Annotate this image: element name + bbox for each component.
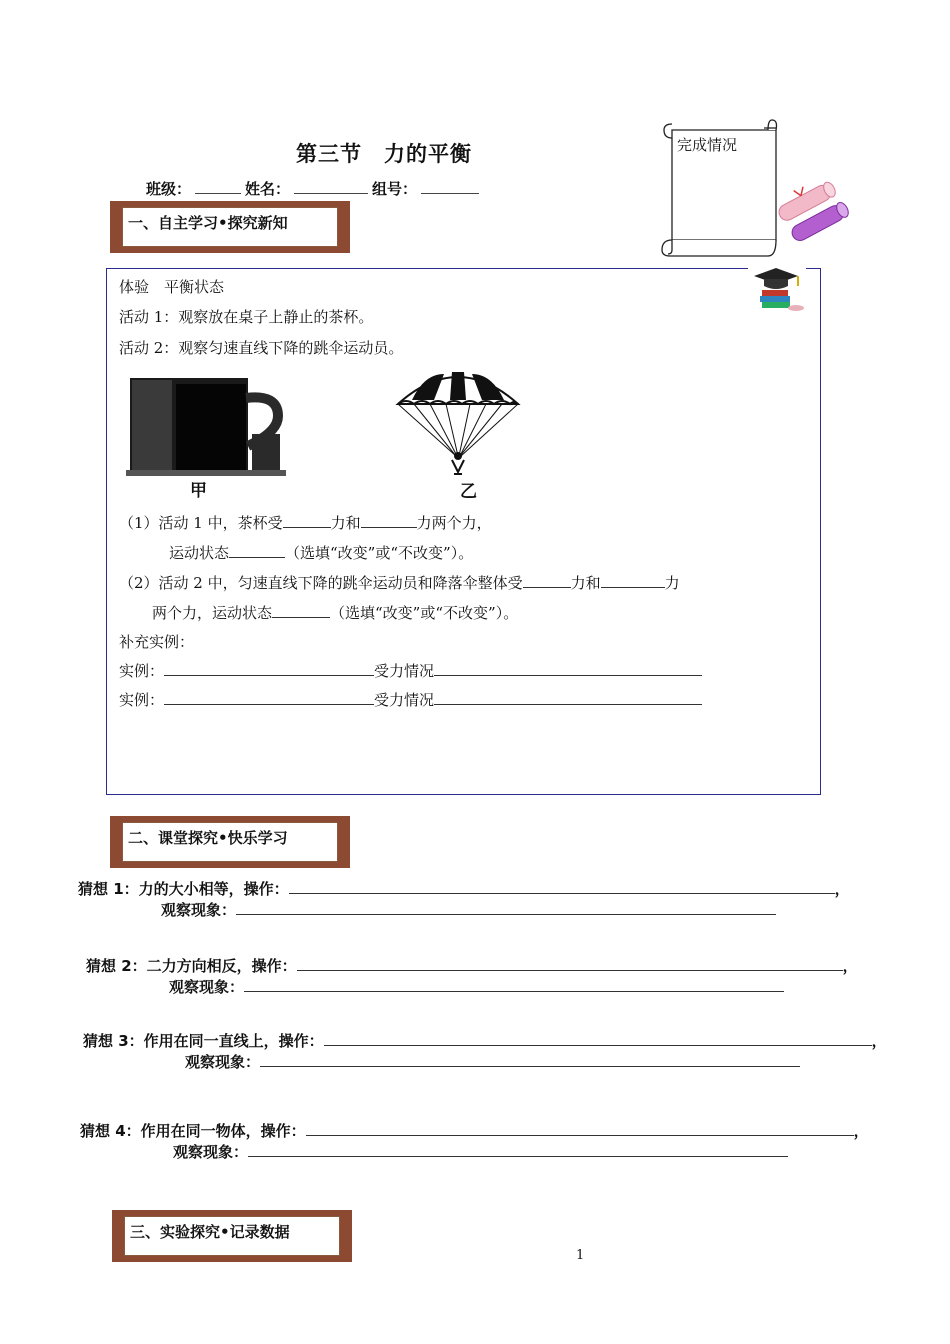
guess-2-operation-blank[interactable] bbox=[297, 955, 843, 971]
guess-2 bbox=[86, 955, 858, 976]
question-2-line-1 bbox=[119, 572, 680, 593]
graduation-cap-icon bbox=[748, 262, 806, 314]
student-info-row bbox=[146, 178, 483, 199]
force-blank-1[interactable] bbox=[434, 660, 702, 676]
force-label: 受力情况 bbox=[374, 662, 435, 680]
example-label: 实例： bbox=[119, 662, 165, 680]
question-1-line-2 bbox=[169, 542, 473, 563]
guess-4 bbox=[80, 1120, 869, 1141]
question-2-line-2 bbox=[152, 602, 518, 623]
guess-3-observation-blank[interactable] bbox=[260, 1051, 800, 1067]
guess-2-obs-label: 观察现象： bbox=[169, 978, 245, 996]
class-blank[interactable] bbox=[195, 179, 241, 194]
q2-text-b: 力和 bbox=[570, 574, 601, 592]
teacup-image bbox=[126, 374, 286, 480]
force-blank-2[interactable] bbox=[434, 689, 702, 705]
q2-blank-3[interactable] bbox=[272, 602, 330, 618]
guess-1-operation-blank[interactable] bbox=[289, 878, 835, 894]
example-row-2 bbox=[119, 689, 702, 710]
experience-heading: 体验 平衡状态 bbox=[119, 278, 225, 296]
comma: ， bbox=[834, 880, 850, 898]
guess-4-obs-label: 观察现象： bbox=[173, 1143, 249, 1161]
example-label: 实例： bbox=[119, 691, 165, 709]
q1-text-b: 力和 bbox=[330, 514, 361, 532]
section-1-title: 一、自主学习•探究新知 bbox=[128, 214, 288, 232]
guess-1-label: 猜想 1：力的大小相等，操作： bbox=[78, 880, 289, 898]
comma: ， bbox=[871, 1032, 887, 1050]
section-banner-1 bbox=[110, 201, 350, 253]
diploma-icon bbox=[778, 180, 852, 252]
guess-2-observation-blank[interactable] bbox=[244, 976, 784, 992]
guess-2-observation bbox=[169, 976, 784, 997]
guess-3-operation-blank[interactable] bbox=[324, 1030, 872, 1046]
completion-label: 完成情况 bbox=[677, 136, 738, 154]
q2-text-e: （选填“改变”或“不改变”）。 bbox=[330, 604, 519, 622]
q2-blank-1[interactable] bbox=[523, 572, 571, 588]
force-label: 受力情况 bbox=[374, 691, 435, 709]
activity-2: 活动 2：观察匀速直线下降的跳伞运动员。 bbox=[119, 339, 404, 357]
comma: ， bbox=[842, 957, 858, 975]
guess-3-label: 猜想 3：作用在同一直线上，操作： bbox=[83, 1032, 324, 1050]
example-row-1 bbox=[119, 660, 702, 681]
guess-3-observation bbox=[185, 1051, 800, 1072]
q1-blank-3[interactable] bbox=[229, 542, 285, 558]
guess-1-obs-label: 观察现象： bbox=[161, 901, 237, 919]
guess-3-obs-label: 观察现象： bbox=[185, 1053, 261, 1071]
example-blank-1[interactable] bbox=[164, 660, 374, 676]
guess-1-observation bbox=[161, 899, 776, 920]
q2-text-c: 力 bbox=[664, 574, 680, 592]
comma: ， bbox=[853, 1122, 869, 1140]
q1-text-e: （选填“改变”或“不改变”）。 bbox=[285, 544, 474, 562]
parachute-image bbox=[394, 370, 522, 476]
supplement-label: 补充实例： bbox=[119, 633, 195, 651]
guess-4-label: 猜想 4：作用在同一物体，操作： bbox=[80, 1122, 306, 1140]
q2-text-d: 两个力，运动状态 bbox=[152, 604, 273, 622]
guess-1-observation-blank[interactable] bbox=[236, 899, 776, 915]
guess-4-operation-blank[interactable] bbox=[306, 1120, 854, 1136]
q2-text-a: （2）活动 2 中，匀速直线下降的跳伞运动员和降落伞整体受 bbox=[119, 574, 523, 592]
section-3-title: 三、实验探究•记录数据 bbox=[130, 1223, 290, 1241]
guess-1 bbox=[78, 878, 850, 899]
page-number: 1 bbox=[576, 1248, 585, 1263]
guess-4-observation bbox=[173, 1141, 788, 1162]
q1-blank-1[interactable] bbox=[283, 512, 331, 528]
q1-text-a: （1）活动 1 中，茶杯受 bbox=[119, 514, 283, 532]
activity-1: 活动 1：观察放在桌子上静止的茶杯。 bbox=[119, 308, 374, 326]
name-label: 姓名： bbox=[245, 180, 291, 198]
guess-4-observation-blank[interactable] bbox=[248, 1141, 788, 1157]
page-title: 第三节 力的平衡 bbox=[296, 142, 472, 166]
caption-b: 乙 bbox=[460, 482, 477, 502]
q2-blank-2[interactable] bbox=[601, 572, 665, 588]
group-blank[interactable] bbox=[421, 179, 479, 194]
caption-a: 甲 bbox=[190, 481, 207, 501]
name-blank[interactable] bbox=[294, 179, 368, 194]
class-label: 班级： bbox=[146, 180, 192, 198]
group-label: 组号： bbox=[372, 180, 418, 198]
section-banner-2 bbox=[110, 816, 350, 868]
q1-text-c: 力两个力， bbox=[416, 514, 492, 532]
guess-3 bbox=[83, 1030, 887, 1051]
question-1-line-1 bbox=[119, 512, 492, 533]
section-2-title: 二、课堂探究•快乐学习 bbox=[128, 829, 288, 847]
example-blank-2[interactable] bbox=[164, 689, 374, 705]
section-banner-3 bbox=[112, 1210, 352, 1262]
guess-2-label: 猜想 2：二力方向相反，操作： bbox=[86, 957, 297, 975]
q1-text-d: 运动状态 bbox=[169, 544, 230, 562]
q1-blank-2[interactable] bbox=[361, 512, 417, 528]
